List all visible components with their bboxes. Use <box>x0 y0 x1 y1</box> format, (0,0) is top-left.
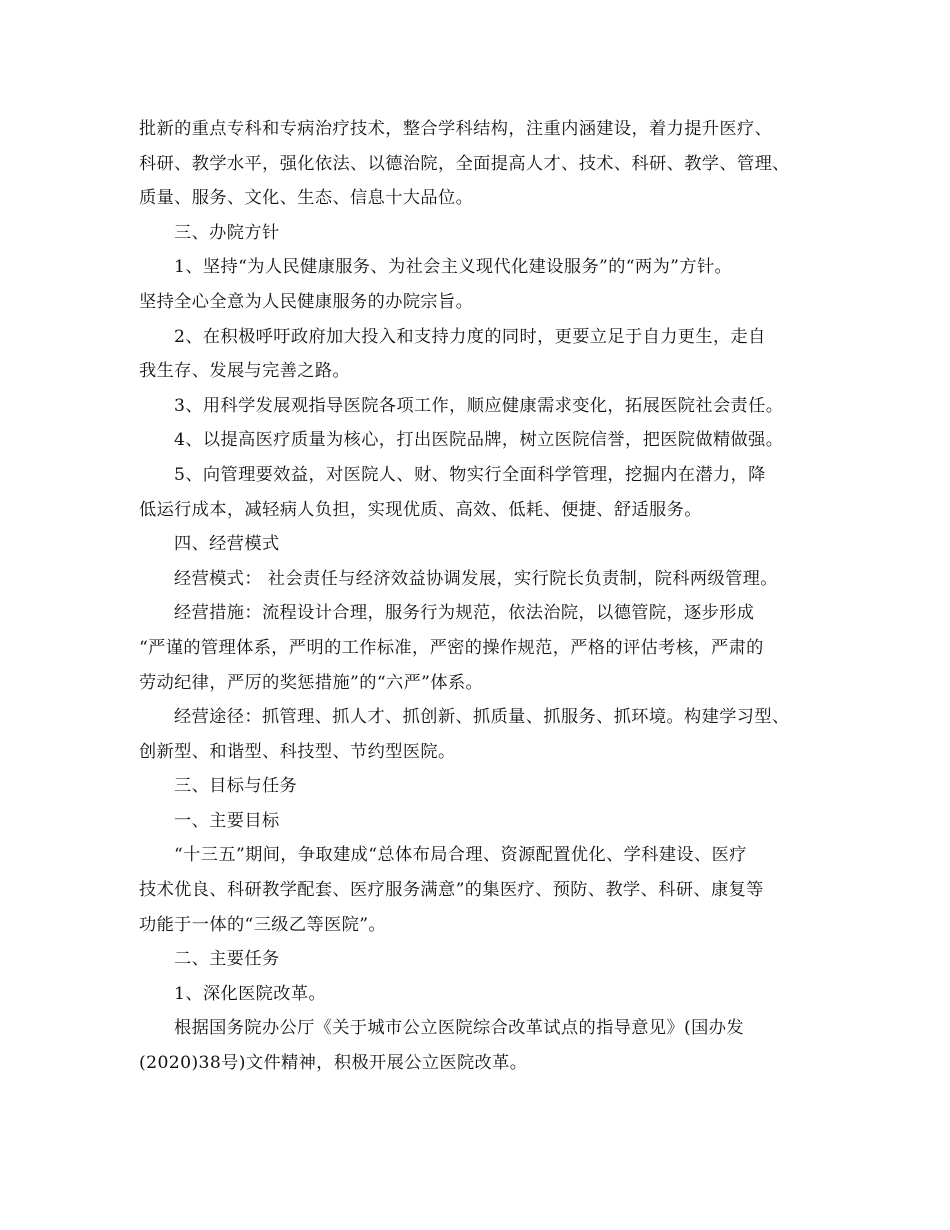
text-line: 科研、教学水平，强化依法、以德治院，全面提高人才、技术、科研、教学、管理、 <box>139 153 790 174</box>
document-body <box>139 112 825 1081</box>
text-line: 根据国务院办公厅《关于城市公立医院综合改革试点的指导意见》(国办发 <box>174 1018 744 1039</box>
text-line: 3、用科学发展观指导医院各项工作，顺应健康需求变化，拓展医院社会责任。 <box>174 395 784 416</box>
text-line: “严谨的管理体系，严明的工作标准，严密的操作规范，严格的评估考核，严肃的 <box>139 637 764 658</box>
text-line: 5、向管理要效益，对医院人、财、物实行全面科学管理，挖掘内在潜力，降 <box>174 464 766 485</box>
section-heading: 四、经营模式 <box>174 534 280 555</box>
section-heading: 二、主要任务 <box>174 949 280 970</box>
text-line: 创新型、和谐型、科技型、节约型医院。 <box>139 741 456 762</box>
text-line: 质量、服务、文化、生态、信息十大品位。 <box>139 188 474 209</box>
section-heading: 三、目标与任务 <box>174 776 298 797</box>
text-line: 2、在积极呼吁政府加大投入和支持力度的同时，更要立足于自力更生，走自 <box>174 326 766 347</box>
section-heading: 三、办院方针 <box>174 222 280 243</box>
text-line: 我生存、发展与完善之路。 <box>139 361 351 382</box>
text-line: 低运行成本，减轻病人负担，实现优质、高效、低耗、便捷、舒适服务。 <box>139 499 702 520</box>
text-line: 劳动纪律，严厉的奖惩措施”的“六严”体系。 <box>139 672 484 693</box>
text-line: 经营途径：抓管理、抓人才、抓创新、抓质量、抓服务、抓环境。构建学习型、 <box>174 707 790 728</box>
text-line: 经营模式： 社会责任与经济效益协调发展，实行院长负责制，院科两级管理。 <box>174 568 778 589</box>
text-line: 1、深化医院改革。 <box>174 983 327 1004</box>
text-line: 技术优良、科研教学配套、医疗服务满意”的集医疗、预防、教学、科研、康复等 <box>139 880 764 901</box>
text-line: 坚持全心全意为人民健康服务的办院宗旨。 <box>139 291 474 312</box>
text-line: “十三五”期间，争取建成“总体布局合理、资源配置优化、学科建设、医疗 <box>174 845 747 866</box>
text-line: 批新的重点专科和专病治疗技术，整合学科结构，注重内涵建设，着力提升医疗、 <box>139 119 773 139</box>
text-line: 功能于一体的“三级乙等医院”。 <box>139 914 387 935</box>
text-line: (2020)38号)文件精神，积极开展公立医院改革。 <box>139 1053 528 1074</box>
text-line: 4、以提高医疗质量为核心，打出医院品牌，树立医院信誉，把医院做精做强。 <box>174 430 784 451</box>
text-line: 1、坚持“为人民健康服务、为社会主义现代化建设服务”的“两为”方针。 <box>174 257 733 278</box>
text-line: 经营措施：流程设计合理，服务行为规范，依法治院，以德管院，逐步形成 <box>174 603 755 624</box>
section-heading: 一、主要目标 <box>174 810 280 831</box>
